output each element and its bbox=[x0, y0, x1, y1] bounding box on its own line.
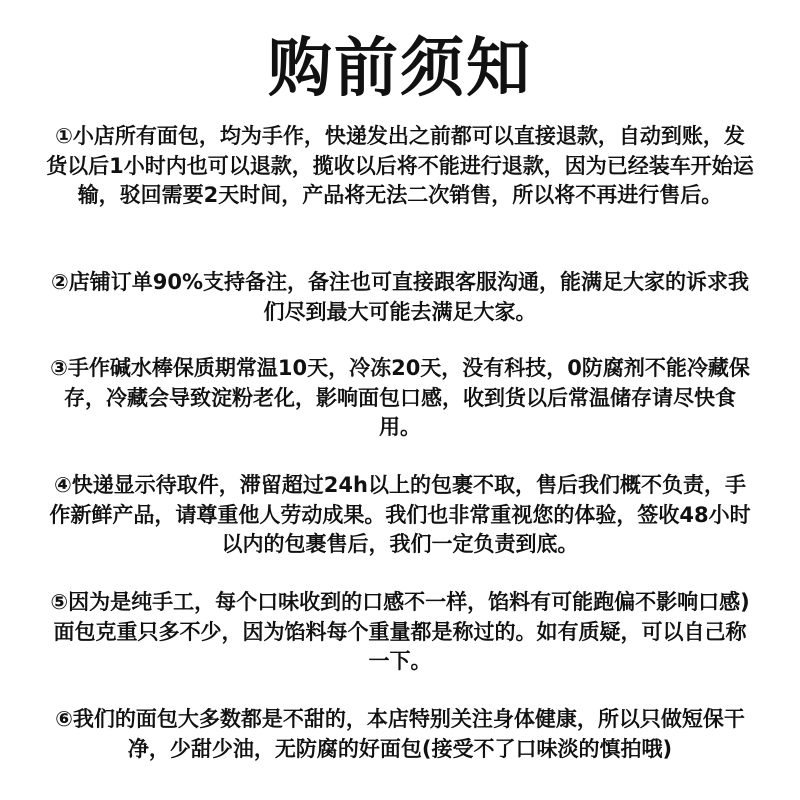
notice-pickup-after-sales: ④快递显示待取件，滞留超过24h以上的包裹不取，售后我们概不负责，手作新鲜产品，请尊重他人劳动成果。我们也非常重视您的体验，签收48小时以内的包裹售后，我们一定负责到底。 bbox=[49, 473, 751, 556]
notice-refund-policy: ①小店所有面包，均为手作，快递发出之前都可以直接退款，自动到账，发货以后1小时内也可以退款，揽收以后将不能进行退款，因为已经装车开始运输，驳回需要2天时间，产品将无法二次销售，所以将不再进行售后。 bbox=[46, 124, 754, 207]
notice-handmade-variation: ⑤因为是纯手工，每个口味收到的口感不一样，馅料有可能跑偏不影响口感)面包克重只多不少，因为馅料每个重量都是称过的。如有质疑，可以自己称一下。 bbox=[50, 590, 750, 673]
notice-shelf-life: ③手作碱水棒保质期常温10天，冷冻20天，没有科技，0防腐剂不能冷藏保存，冷藏会导致淀粉老化，影响面包口感，收到货以后常温储存请尽快食用。 bbox=[50, 356, 750, 439]
notice-low-sugar: ⑥我们的面包大多数都是不甜的，本店特别关注身体健康，所以只做短保干净，少甜少油，无防腐的好面包(接受不了口味淡的慎拍哦) bbox=[55, 707, 745, 761]
notice-order-remarks: ②店铺订单90%支持备注，备注也可直接跟客服沟通，能满足大家的诉求我们尽到最大可能去满足大家。 bbox=[50, 270, 750, 324]
page-title: 购前须知 bbox=[268, 32, 532, 106]
